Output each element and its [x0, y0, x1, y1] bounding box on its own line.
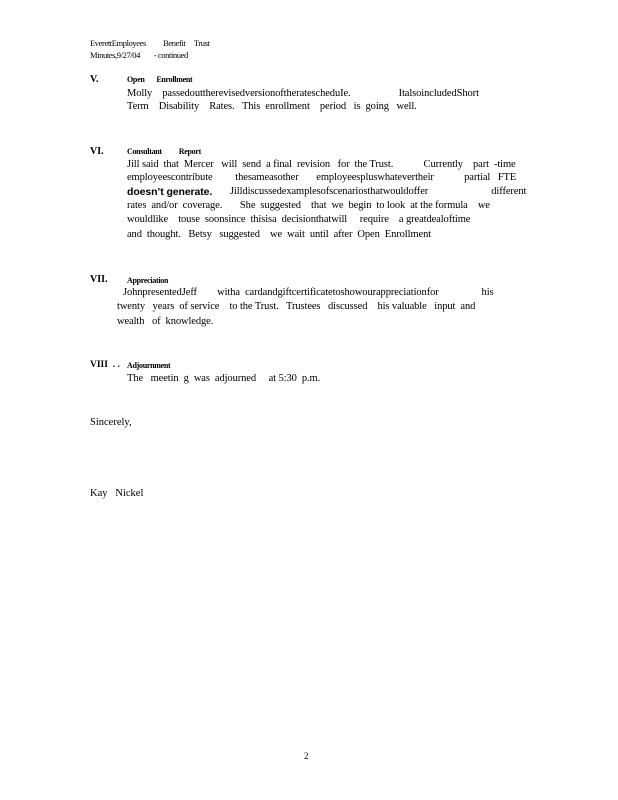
- section-text-line: and thought. Betsy suggested we wait until after Open Enrollment: [127, 229, 432, 240]
- section-text-line: Molly passedouttherevisedversionoftheratescheduIe. ItalsoincludedShort: [127, 88, 479, 99]
- section-text-line: Jilldiscussedexamplesofscenariosthatwouldoffer different: [230, 186, 527, 197]
- header-line-2: Minutes,9/27/04 - continued: [90, 50, 188, 60]
- section-text-line: JohnpresentedJeff witha cardandgiftcertificatetoshowourappreciationfor his: [123, 287, 494, 298]
- section-text-line: twenty years of service to the Trust. Trustees discussed his valuable input and: [117, 301, 476, 312]
- section-text-line: wealth of knowledge.: [117, 316, 214, 327]
- closing: Sincerely,: [90, 417, 132, 428]
- section-number: VIII . .: [90, 360, 120, 370]
- section-number: VI.: [90, 146, 104, 157]
- section-text-line: rates and/or coverage. She suggested that we begin to look at the formula we: [127, 200, 490, 211]
- section-number: VII.: [90, 274, 108, 285]
- page-number: 2: [304, 751, 309, 761]
- section-title: Consultant Report: [127, 147, 201, 156]
- section-title: Adjournment: [127, 361, 171, 370]
- section-number: V.: [90, 74, 99, 85]
- section-text-line: employeescontribute thesameasother employeespluswhatevertheir partial FTE: [127, 172, 517, 183]
- section-text-line: The meetin g was adjourned at 5:30 p.m.: [127, 373, 321, 384]
- section-text-line: wouldlike touse soonsince thisisa decisionthatwill require a greatdealoftime: [127, 214, 471, 225]
- section-text-emphasis: doesn’t generate.: [127, 186, 213, 198]
- section-text-line: Jill said that Mercer will send a final revision for the Trust. Currently part -time: [127, 159, 516, 170]
- section-title: Appreciation: [127, 276, 169, 285]
- section-text-line: Term Disability Rates. This enrollment period is going well.: [127, 101, 417, 112]
- header-line-1: EverettEmployees Benefit Trust: [90, 38, 210, 48]
- signature-name: Kay Nickel: [90, 488, 144, 499]
- section-title: Open Enrollment: [127, 75, 193, 84]
